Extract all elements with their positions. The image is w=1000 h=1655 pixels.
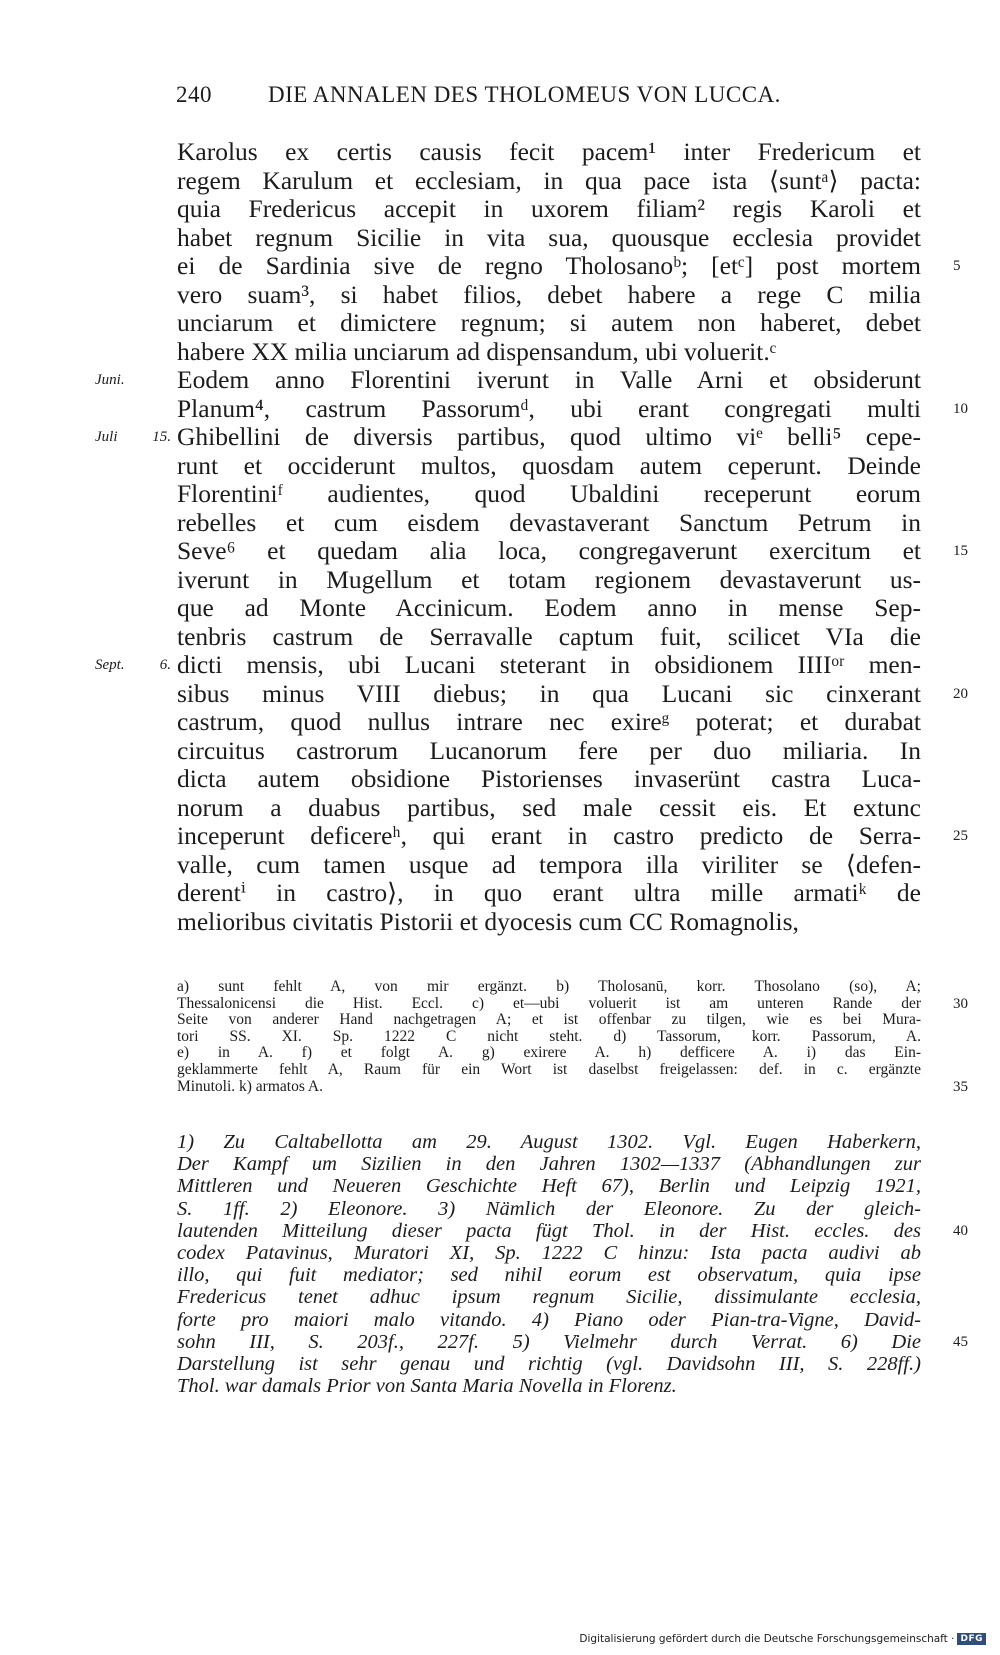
- footnote-line: [177, 1242, 921, 1264]
- footnote-line: [177, 1286, 921, 1308]
- footnote-line: [177, 1175, 921, 1197]
- apparatus-line-text: geklammerte fehlt A, Raum für ein Wort ist daselbst freigelassen: def. in c. ergänzte: [177, 1060, 921, 1078]
- footnote-line: [177, 1375, 921, 1397]
- text-line: [177, 224, 921, 253]
- text-line-text: dicti mensis, ubi Lucani steterant in obsidionem IIIIᵒʳ men-: [177, 650, 921, 679]
- text-line: [177, 708, 921, 737]
- margin-date: Juni.: [95, 372, 125, 388]
- text-line: [177, 393, 968, 424]
- text-line-text: habere XX milia unciarum ad dispensandum, ubi voluerit.ᶜ: [177, 336, 777, 366]
- text-line: [177, 167, 921, 196]
- footnote-line: [177, 1198, 921, 1220]
- main-text-block: [95, 137, 968, 936]
- line-number: 25: [953, 828, 968, 844]
- text-line-text: iverunt in Mugellum et totam regionem devastaverunt us-: [177, 564, 921, 594]
- text-line: [177, 452, 921, 481]
- text-line-text: Seve⁶ et quedam alia loca, congregaverunt exercitum et: [177, 536, 921, 565]
- footnotes: [177, 1131, 968, 1398]
- text-line: [177, 765, 921, 794]
- text-line: [95, 650, 921, 680]
- page-number: 240: [176, 82, 212, 107]
- text-line: [177, 536, 968, 566]
- margin-date: Sept. 6.: [95, 657, 171, 673]
- footnote-line-text: Der Kampf um Sizilien in den Jahren 1302—1337 (Abhandlungen zur: [177, 1153, 921, 1176]
- apparatus-line: [177, 994, 968, 1013]
- text-line: [177, 309, 921, 338]
- text-line-text: circuitus castrorum Lucanorum fere per duo miliaria. In: [177, 735, 921, 765]
- text-line-text: dicta autem obsidione Pistorienses invaserünt castra Luca-: [177, 764, 921, 793]
- text-line-text: que ad Monte Accinicum. Eodem anno in mense Sep-: [177, 593, 921, 622]
- apparatus-line: [177, 979, 921, 996]
- text-line-text: Karolus ex certis causis fecit pacem¹ inter Fredericum et: [177, 137, 921, 166]
- text-line-text: runt et occiderunt multos, quosdam autem ceperunt. Deinde: [177, 450, 921, 480]
- text-line-text: habet regnum Sicilie in vita sua, quousque ecclesia providet: [177, 222, 921, 252]
- line-number: 45: [953, 1333, 968, 1350]
- apparatus-line: [177, 1012, 921, 1029]
- text-line: [177, 737, 921, 766]
- text-line: [177, 281, 921, 310]
- line-number: 20: [953, 685, 968, 702]
- apparatus-line-text: Seite von anderer Hand nachgetragen A; et ist offenbar zu tilgen, wie es bei Mura-: [177, 1011, 921, 1029]
- footnote-line-text: Mittleren und Neueren Geschichte Heft 67), Berlin und Leipzig 1921,: [177, 1175, 921, 1198]
- text-line: [177, 138, 921, 167]
- text-line: [177, 794, 921, 823]
- text-line-text: ei de Sardinia sive de regno Tholosanoᵇ; [etᶜ] post mortem: [177, 251, 921, 280]
- text-line-text: regem Karulum et ecclesiam, in qua pace ista ⟨suntᵃ⟩ pacta:: [177, 165, 921, 195]
- apparatus-line-text: Minutoli. k) armatos A.: [177, 1077, 323, 1095]
- text-line-text: vero suam³, si habet filios, debet habere a rege C milia: [177, 279, 921, 309]
- text-line: [177, 821, 968, 851]
- footnote-line-text: sohn III, S. 203f., 227f. 5) Vielmehr durch Verrat. 6) Die: [177, 1330, 921, 1353]
- footnote-line-text: illo, qui fuit mediator; sed nihil eorum est observatum, quia ipse: [177, 1264, 921, 1287]
- line-number: 30: [953, 995, 968, 1012]
- footnote-line-text: Fredericus tenet adhuc ipsum regnum Sicilie, dissimulante ecclesia,: [177, 1286, 921, 1309]
- apparatus-line: [177, 1077, 968, 1096]
- line-number: 35: [953, 1078, 968, 1095]
- line-number: 5: [953, 258, 961, 274]
- text-line-text: derentⁱ in castro⟩, in quo erant ultra mille armatiᵏ de: [177, 878, 921, 907]
- credit-text: Digitalisierung gefördert durch die Deutsche Forschungsgemeinschaft ·: [579, 1633, 955, 1645]
- footnote-line: [177, 1353, 921, 1375]
- footnote-line: [177, 1131, 921, 1153]
- apparatus-line: [177, 1045, 921, 1062]
- text-line-text: Planum⁴, castrum Passorumᵈ, ubi erant congregati multi: [177, 393, 921, 423]
- text-line-text: Florentiniᶠ audientes, quod Ubaldini receperunt eorum: [177, 479, 921, 508]
- text-line: [177, 509, 921, 538]
- footnote-line: [177, 1219, 968, 1242]
- text-line: [177, 879, 921, 908]
- line-number: 40: [953, 1222, 968, 1239]
- text-line: [95, 422, 921, 452]
- apparatus-line-text: tori SS. XI. Sp. 1222 C nicht steht. d) Tassorum, korr. Passorum, A.: [177, 1027, 921, 1045]
- apparatus-line-text: a) sunt fehlt A, von mir ergänzt. b) Tholosanū, korr. Thosolano (so), A;: [177, 978, 921, 995]
- text-line: [177, 195, 921, 224]
- footnote-line: [177, 1153, 921, 1175]
- text-line-text: Ghibellini de diversis partibus, quod ultimo viᵉ belli⁵ cepe-: [177, 422, 921, 451]
- text-line: [177, 338, 921, 367]
- text-line-text: inceperunt deficereʰ, qui erant in castro predicto de Serra-: [177, 821, 921, 850]
- text-line-text: melioribus civitatis Pistorii et dyocesis cum CC Romagnolis,: [177, 906, 799, 936]
- line-number: 15: [953, 543, 968, 559]
- text-line: [177, 678, 968, 709]
- critical-apparatus: [177, 978, 968, 1095]
- footnote-line-text: S. 1ff. 2) Eleonore. 3) Nämlich der Eleonore. Zu der gleich-: [177, 1197, 921, 1220]
- line-number: 10: [953, 400, 968, 417]
- text-line-text: castrum, quod nullus intrare nec exireᵍ poterat; et durabat: [177, 707, 921, 736]
- page-header: [176, 82, 836, 114]
- footnote-line-text: lautenden Mitteilung dieser pacta fügt Thol. in der Hist. eccles. des: [177, 1219, 921, 1242]
- text-line: [177, 594, 921, 623]
- digitization-credit: [579, 1633, 986, 1645]
- text-line-text: quia Fredericus accepit in uxorem filiam² regis Karoli et: [177, 194, 921, 223]
- apparatus-line: [177, 1029, 921, 1046]
- text-line-text: valle, cum tamen usque ad tempora illa viriliter se ⟨defen-: [177, 849, 921, 879]
- text-line: [95, 365, 921, 395]
- apparatus-line-text: Thessalonicensi die Hist. Eccl. c) et—ubi voluerit ist am unteren Rande der: [177, 994, 921, 1012]
- text-line: [177, 566, 921, 595]
- footnote-line-text: Darstellung ist sehr genau und richtig (vgl. Davidsohn III, S. 228ff.): [177, 1352, 921, 1375]
- text-line: [177, 851, 921, 880]
- text-line-text: norum a duabus partibus, sed male cessit eis. Et extunc: [177, 792, 921, 822]
- footnote-line-text: Thol. war damals Prior von Santa Maria Novella in Florenz.: [177, 1375, 677, 1398]
- footnote-line: [177, 1330, 968, 1353]
- footnote-line-text: forte pro maiori malo vitando. 4) Piano oder Pian-tra-Vigne, David-: [177, 1308, 921, 1331]
- footnote-line: [177, 1264, 921, 1286]
- footnote-line: [177, 1309, 921, 1331]
- text-line: [177, 480, 921, 509]
- text-line: [177, 908, 921, 937]
- footnote-line-text: 1) Zu Caltabellotta am 29. August 1302. Vgl. Eugen Haberkern,: [177, 1131, 921, 1153]
- text-line-text: sibus minus VIII diebus; in qua Lucani sic cinxerant: [177, 678, 921, 708]
- text-line: [177, 251, 961, 281]
- text-line-text: tenbris castrum de Serravalle captum fuit, scilicet VIa die: [177, 621, 921, 651]
- apparatus-line: [177, 1062, 921, 1079]
- running-title: DIE ANNALEN DES THOLOMEUS VON LUCCA.: [268, 82, 781, 107]
- apparatus-line-text: e) in A. f) et folgt A. g) exirere A. h) defficere A. i) das Ein-: [177, 1044, 921, 1062]
- text-line: [177, 623, 921, 652]
- text-line-text: rebelles et cum eisdem devastaverant Sanctum Petrum in: [177, 507, 921, 537]
- dfg-logo: DFG: [957, 1633, 986, 1645]
- footnote-line-text: codex Patavinus, Muratori XI, Sp. 1222 C hinzu: Ista pacta audivi ab: [177, 1241, 921, 1264]
- text-line-text: Eodem anno Florentini iverunt in Valle Arni et obsiderunt: [177, 365, 921, 394]
- margin-date: Juli 15.: [95, 429, 171, 445]
- text-line-text: unciarum et dimictere regnum; si autem non haberet, debet: [177, 308, 921, 337]
